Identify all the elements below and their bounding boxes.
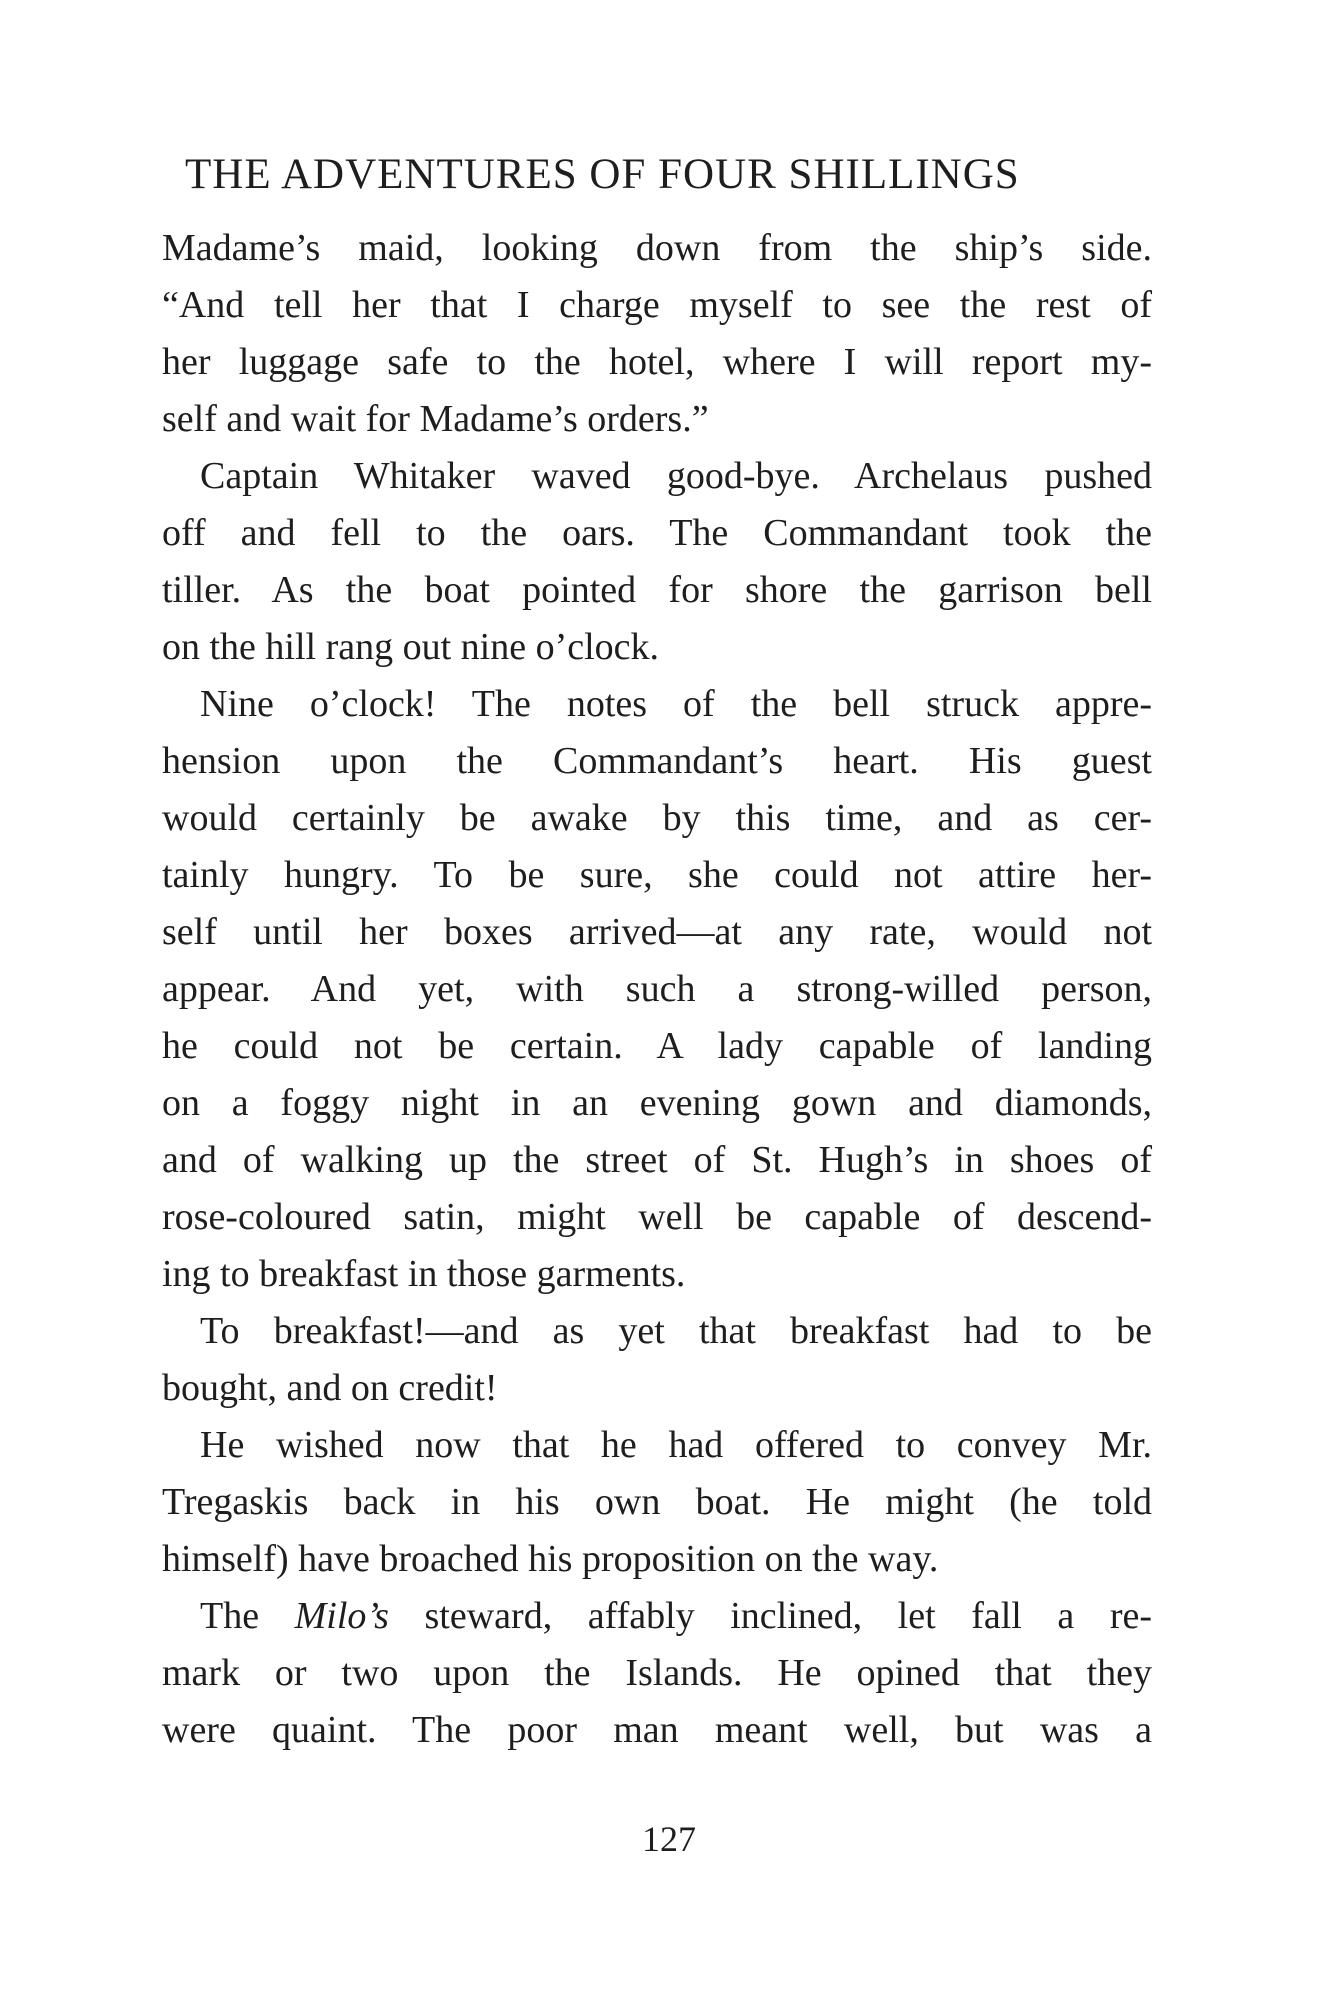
text-line: rose-coloured satin, might well be capable of descend- xyxy=(162,1196,1152,1238)
text-line: ing to breakfast in those garments. xyxy=(162,1253,686,1295)
text-line: Nine o’clock! The notes of the bell struck appre- xyxy=(200,683,1152,725)
text-line: appear. And yet, with such a strong-willed person, xyxy=(162,968,1152,1010)
text-line: Tregaskis back in his own boat. He might (he told xyxy=(162,1481,1152,1523)
text-segment: steward, affably inclined, let fall a re- xyxy=(388,1595,1153,1637)
text-line: would certainly be awake by this time, and as cer- xyxy=(162,797,1152,839)
text-line: Madame’s maid, looking down from the ship’s side. xyxy=(162,227,1152,269)
text-line: “And tell her that I charge myself to see the rest of xyxy=(162,284,1152,326)
italic-ship-name: Milo’s xyxy=(294,1595,389,1637)
text-line: bought, and on credit! xyxy=(162,1367,498,1409)
text-line xyxy=(162,1588,1152,1645)
running-head: THE ADVENTURES OF FOUR SHILLINGS xyxy=(185,151,1020,198)
text-line: on a foggy night in an evening gown and diamonds, xyxy=(162,1082,1152,1124)
page-number: 127 xyxy=(642,1819,696,1859)
text-line: Captain Whitaker waved good-bye. Archelaus pushed xyxy=(200,455,1152,497)
text-line: on the hill rang out nine o’clock. xyxy=(162,626,660,668)
text-line: were quaint. The poor man meant well, but was a xyxy=(162,1709,1152,1751)
text-line: tiller. As the boat pointed for shore the garrison bell xyxy=(162,569,1152,611)
text-line: mark or two upon the Islands. He opined that they xyxy=(162,1652,1152,1694)
text-segment: The xyxy=(200,1595,295,1637)
text-line: hension upon the Commandant’s heart. His guest xyxy=(162,740,1152,782)
text-line: himself) have broached his proposition on the way. xyxy=(162,1538,939,1580)
text-line: and of walking up the street of St. Hugh’s in shoes of xyxy=(162,1139,1152,1181)
text-line: tainly hungry. To be sure, she could not attire her- xyxy=(162,854,1152,896)
text-line: he could not be certain. A lady capable of landing xyxy=(162,1025,1152,1067)
text-line: To breakfast!—and as yet that breakfast had to be xyxy=(200,1310,1152,1352)
text-line: self until her boxes arrived—at any rate, would not xyxy=(162,911,1152,953)
text-line: her luggage safe to the hotel, where I will report my- xyxy=(162,341,1152,383)
body-text xyxy=(162,220,1152,1759)
text-line: off and fell to the oars. The Commandant took the xyxy=(162,512,1152,554)
text-line: self and wait for Madame’s orders.” xyxy=(162,398,709,440)
text-line: He wished now that he had offered to convey Mr. xyxy=(200,1424,1152,1466)
